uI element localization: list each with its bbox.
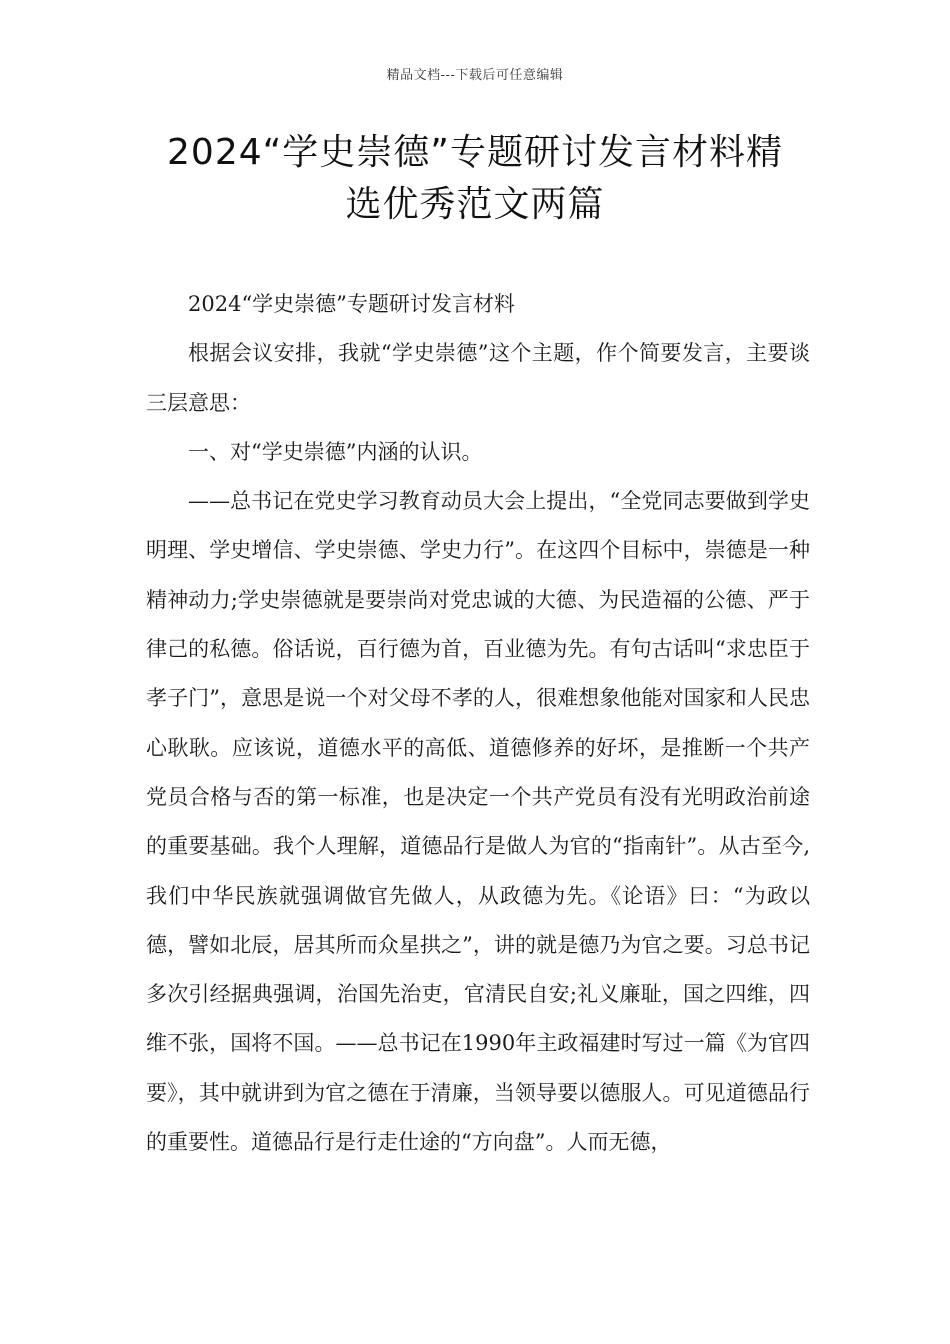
document-title: [110, 127, 840, 231]
title-line-2: 选优秀范文两篇: [345, 184, 605, 225]
page-header-note: 精品文档---下载后可任意编辑: [386, 68, 564, 83]
subtitle-paragraph: 2024“学史崇德”专题研讨发言材料: [188, 292, 515, 316]
section-heading-1: 一、对“学史崇德”内涵的认识。: [188, 439, 483, 464]
intro-paragraph: 根据会议安排，我就“学史崇德”这个主题，作个简要发言，主要谈三层意思：: [146, 341, 810, 415]
title-line-1: 2024“学史崇德”专题研讨发言材料精: [167, 132, 783, 173]
body-paragraph: ——总书记在党史学习教育动员大会上提出，“全党同志要做到学史明理、学史增信、学史崇德、学史力行”。在这四个目标中，崇德是一种精神动力;学史崇德就是要崇尚对党忠诚的大德、为民造福的公德、严于律己的私德。俗话说，百行德为首，百业德为先。有句古话叫“求忠臣于孝子门”，意思是说一个对父母不孝的人，很难想象他能对国家和人民忠心耿耿。应该说，道德水平的高低、道德修养的好坏，是推断一个共产党员合格与否的第一标准，也是决定一个共产党员有没有光明政治前途的重要基础。我个人理解，道德品行是做人为官的“指南针”。从古至今,我们中华民族就强调做官先做人，从政德为先。《论语》曰：“为政以德，譬如北辰，居其所而众星拱之”，讲的就是德乃为官之要。习总书记多次引经据典强调，治国先治吏，官清民自安;礼义廉耻，国之四维，四维不张，国将不国。——总书记在1990年主政福建时写过一篇《为官四要》，其中就讲到为官之德在于清廉，当领导要以德服人。可见道德品行的重要性。道德品行是行走仕途的“方向盘”。人而无德，: [146, 489, 810, 1155]
document-body: [146, 280, 810, 1167]
